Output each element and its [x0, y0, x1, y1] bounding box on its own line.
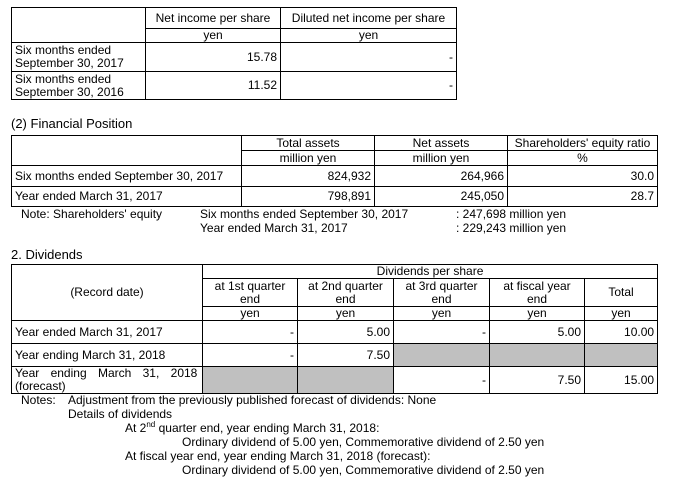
cell: 824,932: [242, 166, 375, 187]
unit: %: [508, 151, 658, 166]
note-period: Six months ended September 30, 2017: [200, 207, 409, 221]
col-header: at 3rd quarter end: [394, 279, 490, 307]
unit: yen: [394, 307, 490, 321]
cell: 5.00: [298, 321, 394, 344]
unit: million yen: [242, 151, 375, 166]
note-label: Note: Shareholders' equity: [21, 207, 163, 221]
section-title: 2. Dividends: [11, 247, 83, 262]
row-label: Six months ended: [15, 71, 112, 86]
note-period: Year ended March 31, 2017: [200, 221, 348, 235]
notes-q2: At 2nd quarter end, year ending March 31, 2018:: [125, 420, 380, 435]
cell: 30.0: [508, 166, 658, 187]
cell: 15.78: [146, 43, 281, 72]
row-label: Year ended March 31, 2017: [12, 187, 242, 207]
blank-cell: [12, 8, 146, 43]
table-row: [12, 166, 658, 187]
note-value: : 229,243 million yen: [456, 221, 567, 235]
unit: yen: [146, 29, 281, 43]
table-row: [12, 321, 658, 344]
row-label: Year ending March 31, 2018: [12, 344, 203, 367]
notes-label: Notes:: [21, 393, 56, 407]
shaded-cell: [394, 344, 490, 367]
record-date-header: (Record date): [12, 265, 203, 321]
col-header: at fiscal year end: [490, 279, 585, 307]
notes-fy-detail: Ordinary dividend of 5.00 yen, Commemorative dividend of 2.50 yen: [182, 463, 545, 477]
cell: -: [394, 367, 490, 394]
table-row: [12, 43, 457, 72]
row-label: September 30, 2017: [15, 56, 124, 70]
cell: 10.00: [585, 321, 658, 344]
shaded-cell: [203, 367, 298, 394]
financial-table: [11, 135, 658, 207]
col-header: at 2nd quarter end: [298, 279, 394, 307]
col-header: at 1st quarter end: [203, 279, 298, 307]
table-row: [12, 72, 457, 100]
col-header: Total assets: [242, 136, 375, 151]
cell: 798,891: [242, 187, 375, 207]
cell: -: [281, 72, 457, 100]
col-header: Shareholders' equity ratio: [508, 136, 658, 151]
unit: yen: [203, 307, 298, 321]
cell: 11.52: [146, 72, 281, 100]
row-label: Six months ended: [15, 43, 112, 57]
cell: 7.50: [298, 344, 394, 367]
shaded-cell: [490, 344, 585, 367]
cell: -: [394, 321, 490, 344]
unit: yen: [585, 307, 658, 321]
unit: million yen: [375, 151, 508, 166]
shaded-cell: [585, 344, 658, 367]
shaded-cell: [298, 367, 394, 394]
table-row: [12, 367, 658, 394]
table-row: [12, 187, 658, 207]
cell: -: [281, 43, 457, 72]
cell: 28.7: [508, 187, 658, 207]
table-row: [12, 344, 658, 367]
notes-details: Details of dividends: [68, 407, 173, 421]
cell: 264,966: [375, 166, 508, 187]
cell: -: [203, 321, 298, 344]
group-header: Dividends per share: [203, 265, 658, 279]
note-value: : 247,698 million yen: [456, 207, 567, 221]
unit: yen: [490, 307, 585, 321]
col-header: Net income per share: [146, 8, 281, 29]
col-header: Diluted net income per share: [281, 8, 457, 29]
row-label: Year ended March 31, 2017: [12, 321, 203, 344]
cell: -: [203, 344, 298, 367]
row-label: Six months ended September 30, 2017: [12, 166, 242, 187]
row-label: September 30, 2016: [15, 84, 124, 99]
notes-fy: At fiscal year end, year ending March 31, 2018 (forecast):: [125, 449, 431, 463]
row-label: Year ending March 31, 2018: [15, 366, 198, 380]
cell: 7.50: [490, 367, 585, 394]
eps-table: [11, 7, 457, 100]
unit: yen: [298, 307, 394, 321]
dividends-table: [11, 264, 658, 394]
col-header: Net assets: [375, 136, 508, 151]
cell: 5.00: [490, 321, 585, 344]
unit: yen: [281, 29, 457, 43]
notes-adjustment: Adjustment from the previously published forecast of dividends: None: [68, 393, 437, 407]
cell: 15.00: [585, 367, 658, 394]
row-label: (forecast): [15, 379, 66, 393]
section-title: (2) Financial Position: [11, 116, 133, 131]
notes-q2-detail: Ordinary dividend of 5.00 yen, Commemorative dividend of 2.50 yen: [182, 435, 545, 449]
col-header: Total: [585, 279, 658, 307]
cell: 245,050: [375, 187, 508, 207]
